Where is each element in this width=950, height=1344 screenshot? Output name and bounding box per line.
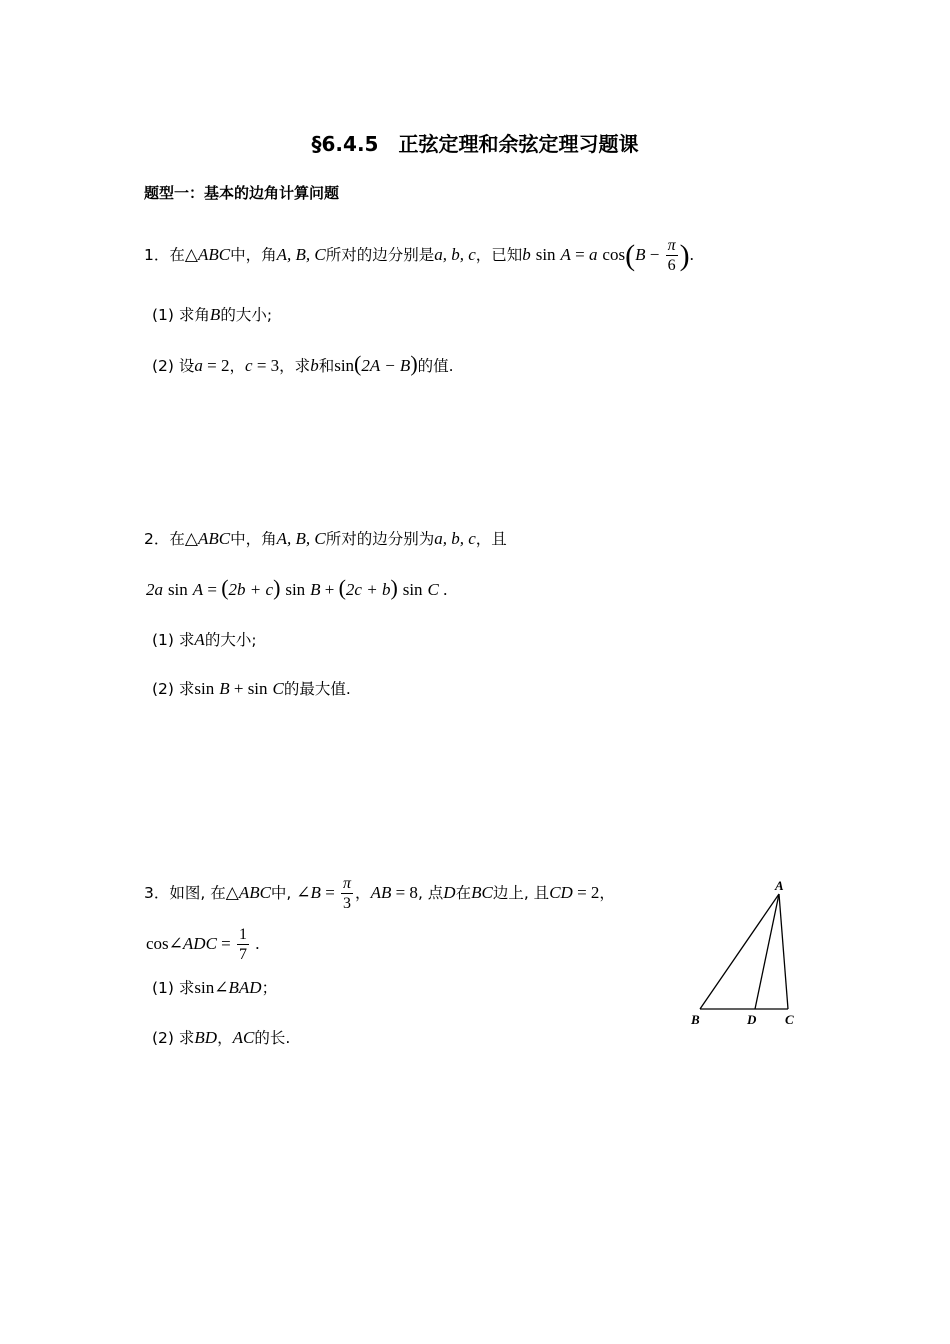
q1-part1: (1) 求角B的大小; bbox=[152, 305, 273, 324]
label-b: B bbox=[691, 1012, 700, 1027]
left-paren: ( bbox=[625, 239, 636, 272]
q3-number: 3． bbox=[144, 884, 170, 902]
q2-stem: 2．在△ABC中，角A, B, C所对的边分别为a, b, c，且 bbox=[144, 529, 507, 548]
fraction-one-seventh: $\frac{1}{7}$ bbox=[239, 926, 248, 963]
q3-stem-line2: cos∠ADC = $\frac{1}{7}$ . bbox=[146, 926, 260, 963]
q2-number: 2． bbox=[144, 530, 170, 548]
label-a: A bbox=[775, 878, 784, 893]
q2-equation: 2a sin A = (2b + c) sin B + (2c + b) sin C . bbox=[146, 575, 448, 600]
label-c: C bbox=[785, 1012, 794, 1027]
q1-number: 1． bbox=[144, 246, 170, 264]
fraction-pi-over-6: $\frac{\pi}{6}$ bbox=[667, 237, 676, 274]
q3-stem: 3．如图, 在△ABC中, ∠B = $\frac{\pi}{3}$ ，AB = 8, 点D在BC边上, 且CD = 2， bbox=[144, 875, 615, 912]
section-heading: 题型一：基本的边角计算问题 bbox=[144, 184, 340, 202]
q1-stem: 1．在△ABC中，角A, B, C所对的边分别是a, b, c，已知b sin A = a cos(B − $\frac{\pi}{6}$ ). bbox=[144, 237, 694, 274]
q2-part2: (2) 求sin B + sin C的最大值. bbox=[152, 679, 351, 698]
page-title: §6.4.5 正弦定理和余弦定理习题课 bbox=[311, 132, 639, 156]
triangle-figure bbox=[682, 874, 812, 1034]
q1-part2: (2) 设a = 2，c = 3，求b和sin(2A − B)的值. bbox=[152, 351, 454, 376]
q3-part2: (2) 求BD，AC的长. bbox=[152, 1028, 291, 1047]
right-paren: ) bbox=[679, 239, 690, 272]
edge-ac bbox=[779, 894, 788, 1009]
fraction-pi-over-3: $\frac{\pi}{3}$ bbox=[343, 875, 352, 912]
label-d: D bbox=[747, 1012, 757, 1027]
q3-part1: (1) 求sin∠BAD； bbox=[152, 978, 278, 997]
q2-part1: (1) 求A的大小; bbox=[152, 630, 257, 649]
